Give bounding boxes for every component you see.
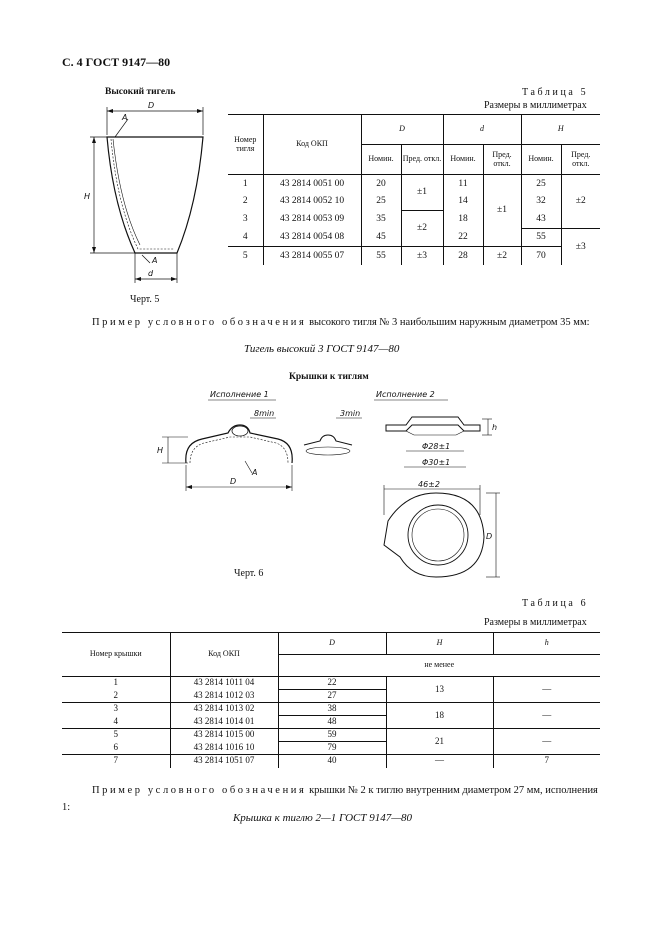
table6-title: Таблица 6	[522, 598, 589, 609]
t5-h-H: H	[521, 115, 600, 145]
fig6-label-46: 46±2	[418, 480, 440, 489]
fig5-caption: Черт. 5	[130, 294, 160, 305]
table-row: 2 43 2814 1012 03 27	[62, 690, 600, 703]
fig6-label-8min: 8min	[254, 409, 275, 418]
fig6-label-A: A	[252, 468, 258, 477]
t5-h-code: Код ОКП	[263, 115, 361, 175]
table-row: 4 43 2814 0054 08 45 22 55 ±3	[228, 229, 600, 247]
t6-h-h: h	[493, 633, 600, 655]
fig5-label-d: d	[148, 269, 154, 278]
t5-h-tol: Пред. откл.	[571, 149, 591, 168]
fig5-label-D: D	[148, 101, 155, 110]
fig6-label-H: H	[157, 446, 164, 455]
crucible-drawing	[80, 95, 220, 295]
t5-h-nom: Номин.	[521, 145, 561, 175]
t6-h-code: Код ОКП	[170, 633, 278, 677]
t5-h-d: d	[443, 115, 521, 145]
page-header: С. 4 ГОСТ 9147—80	[62, 55, 171, 69]
t6-h-H: H	[386, 633, 493, 655]
table-row: 3 43 2814 0053 09 35 ±2 18 43	[228, 211, 600, 229]
table-row: 6 43 2814 1016 10 79	[62, 742, 600, 755]
fig6-title: Крышки к тиглям	[289, 372, 369, 382]
fig6-caption: Черт. 6	[234, 568, 264, 579]
table-row: 1 43 2814 0051 00 20 ±1 11 ±1 25 ±2	[228, 175, 600, 193]
fig5-label-A2: A	[152, 256, 158, 265]
t6-h-min: не менее	[424, 660, 455, 670]
table-row: 1 43 2814 1011 04 22 13 —	[62, 677, 600, 690]
t5-h-tol: Пред. откл.	[401, 145, 443, 175]
table5-units: Размеры в миллиметрах	[484, 100, 587, 111]
table-row: 4 43 2814 1014 01 48	[62, 716, 600, 729]
t5-h-tol: Пред. откл.	[483, 145, 521, 175]
fig5-label-A: A	[122, 113, 128, 122]
example2-text: Пример условного обозначения крышки № 2 к тиглю внутренним диаметром 27 мм, исполнения 1:	[62, 785, 598, 813]
example2-designation: Крышка к тиглю 2—1 ГОСТ 9147—80	[233, 812, 413, 824]
example1-text: Пример условного обозначения высокого тигля № 3 наибольшим наружным диаметром 35 мм:	[92, 317, 590, 328]
table-row: 5 43 2814 0055 07 55 ±3 28 ±2 70	[228, 247, 600, 265]
t5-h-nom: Номин.	[443, 145, 483, 175]
table-row: 3 43 2814 1013 02 38 18 —	[62, 703, 600, 716]
table5-title: Таблица 5	[522, 87, 589, 98]
t5-h-nom: Номин.	[361, 145, 401, 175]
example1-designation: Тигель высокий 3 ГОСТ 9147—80	[244, 343, 400, 355]
t5-h-D: D	[361, 115, 443, 145]
table5	[228, 114, 600, 265]
fig6-label-3min: 3min	[340, 409, 361, 418]
table6	[62, 632, 600, 768]
fig5-label-H: H	[84, 192, 91, 201]
fig6-label-d30: Φ30±1	[422, 458, 451, 467]
t6-h-D: D	[278, 633, 386, 655]
fig5-title: Высокий тигель	[105, 87, 176, 97]
fig6-exec2: Исполнение 2	[376, 390, 435, 399]
t5-h-num: Номер тигля	[228, 115, 263, 175]
fig6-label-d28: Φ28±1	[422, 442, 451, 451]
fig6-label-D: D	[230, 477, 237, 486]
table-row: 5 43 2814 1015 00 59 21 —	[62, 729, 600, 742]
table6-units: Размеры в миллиметрах	[484, 617, 587, 628]
table-row: 2 43 2814 0052 10 25 14 32	[228, 193, 600, 211]
fig6-exec1: Исполнение 1	[210, 390, 269, 399]
t6-h-num: Номер крышки	[62, 633, 170, 677]
fig6-label-D2: D	[486, 532, 493, 541]
table-row: 7 43 2814 1051 07 40 — 7	[62, 755, 600, 768]
fig6-label-h: h	[492, 423, 498, 432]
lid-drawing	[150, 385, 510, 585]
